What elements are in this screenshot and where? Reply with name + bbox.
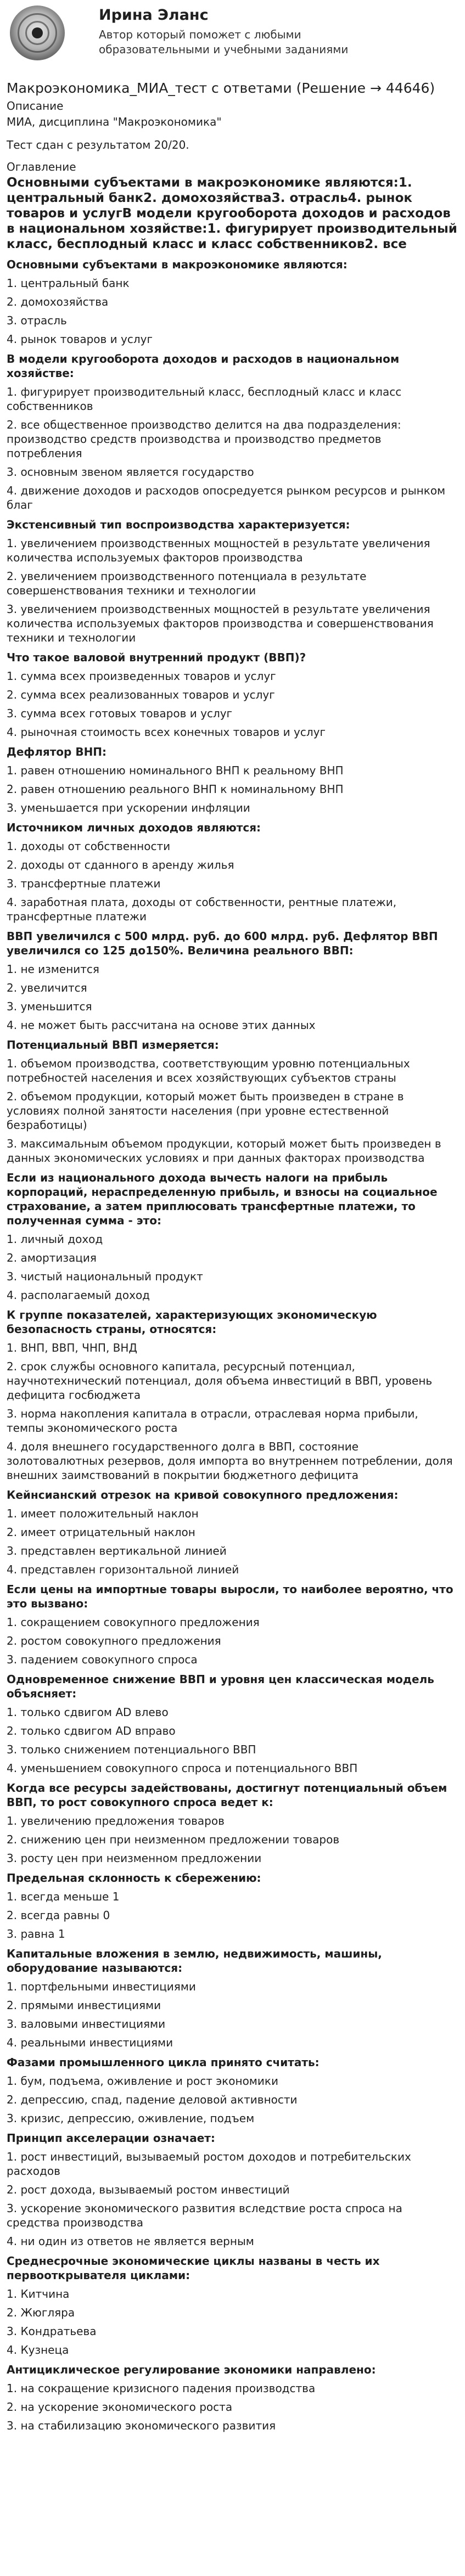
answer-option: 1. объемом производства, соответствующим уровню потенциальных потребностей населения и всех хозяйствующих субъектов страны — [7, 1057, 410, 1084]
answer-option: 1. ВНП, ВВП, ЧНП, ВНД — [7, 1341, 138, 1354]
answer-option: 3. равна 1 — [7, 1927, 65, 1941]
answer-option: 3. падением совокупного спроса — [7, 1653, 198, 1666]
answer-option: 1. портфельными инвестициями — [7, 1980, 196, 1993]
answer-option: 3. основным звеном является государство — [7, 465, 254, 479]
question-text: Если цены на импортные товары выросли, то наиболее вероятно, что это вызвано: — [7, 1583, 453, 1610]
question-text: Одновременное снижение ВВП и уровня цен классическая модель объясняет: — [7, 1673, 434, 1700]
answer-option: 2. ростом совокупного предложения — [7, 1634, 221, 1647]
question-text: Дефлятор ВНП: — [7, 745, 107, 758]
answer-option: 3. валовыми инвестициями — [7, 2017, 166, 2031]
answer-option: 2. прямыми инвестициями — [7, 1999, 161, 2012]
answer-option: 2. увеличится — [7, 981, 87, 994]
answer-option: 2. доходы от сданного в аренду жилья — [7, 858, 234, 871]
answer-option: 2. равен отношению реального ВНП к номинальному ВНП — [7, 783, 344, 796]
answer-option: 3. норма накопления капитала в отрасли, отраслевая норма прибыли, темпы экономического роста — [7, 1407, 418, 1435]
answer-option: 4. представлен горизонтальной линией — [7, 1563, 239, 1576]
answer-option: 1. не изменится — [7, 963, 99, 976]
question-text: Среднесрочные экономические циклы названы в честь их первооткрывателя циклами: — [7, 2254, 380, 2282]
author-info — [99, 3, 406, 57]
answer-option: 4. заработная плата, доходы от собственности, рентные платежи, трансфертные платежи — [7, 896, 397, 923]
answer-option: 2. Жюгляра — [7, 2306, 75, 2319]
answer-option: 4. уменьшением совокупного спроса и потенциального ВВП — [7, 1762, 358, 1775]
answer-option: 4. ни один из ответов не является верным — [7, 2235, 254, 2248]
answer-option: 1. доходы от собственности — [7, 840, 171, 853]
answer-option: 1. всегда меньше 1 — [7, 1890, 120, 1903]
author-description: Автор который поможет с любыми образовательными и учебными заданиями — [99, 28, 349, 56]
answer-option: 3. уменьшается при ускорении инфляции — [7, 801, 250, 814]
answer-option: 1. увеличению предложения товаров — [7, 1814, 225, 1827]
answer-option: 4. располагаемый доход — [7, 1289, 150, 1302]
answer-option: 3. только снижением потенциального ВВП — [7, 1743, 256, 1756]
description-text: МИА, дисциплина "Макроэкономика" — [7, 115, 222, 128]
question-text: Капитальные вложения в землю, недвижимость, машины, оборудование называются: — [7, 1947, 382, 1975]
avatar[interactable] — [10, 5, 65, 60]
question-text: Основными субъектами в макроэкономике являются: — [7, 258, 348, 271]
answer-option: 1. имеет положительный наклон — [7, 1507, 199, 1520]
answer-option: 3. сумма всех готовых товаров и услуг — [7, 707, 233, 720]
result-text: Тест сдан с результатом 20/20. — [7, 138, 189, 151]
answer-option: 3. трансфертные платежи — [7, 877, 161, 890]
answer-option: 3. на стабилизацию экономического развития — [7, 2419, 276, 2432]
answer-option: 2. депрессию, спад, падение деловой активности — [7, 2093, 298, 2106]
answer-option: 3. уменьшится — [7, 1000, 92, 1013]
answer-option: 4. рыночная стоимость всех конечных товаров и услуг — [7, 725, 326, 739]
answer-option: 3. росту цен при неизменном предложении — [7, 1852, 262, 1865]
answer-option: 1. рост инвестиций, вызываемый ростом доходов и потребительских расходов — [7, 2150, 411, 2178]
question-text: Предельная склонность к сбережению: — [7, 1871, 261, 1885]
page-title: Макроэкономика_МИА_тест с ответами (Решение → 44646) — [7, 80, 435, 96]
answer-option: 2. всегда равны 0 — [7, 1909, 110, 1922]
answer-option: 4. не может быть рассчитана на основе этих данных — [7, 1019, 316, 1032]
question-text: Экстенсивный тип воспроизводства характеризуется: — [7, 518, 350, 531]
answer-option: 3. отрасль — [7, 314, 67, 327]
answer-option: 2. амортизация — [7, 1251, 97, 1264]
answer-option: 2. только сдвигом AD вправо — [7, 1724, 176, 1737]
answer-option: 1. фигурирует производительный класс, бесплодный класс и класс собственников — [7, 385, 402, 413]
answer-option: 2. рост дохода, вызываемый ростом инвестиций — [7, 2183, 290, 2196]
answer-option: 1. Китчина — [7, 2287, 70, 2301]
question-text: Источником личных доходов являются: — [7, 821, 261, 834]
question-text: Антициклическое регулирование экономики направлено: — [7, 2363, 376, 2376]
answer-option: 1. равен отношению номинального ВНП к реальному ВНП — [7, 764, 344, 777]
answer-option: 1. личный доход — [7, 1233, 103, 1246]
answer-option: 4. Кузнеца — [7, 2343, 69, 2356]
answer-option: 1. бум, подъема, оживление и рост экономики — [7, 2074, 278, 2088]
question-text: К группе показателей, характеризующих экономическую безопасность страны, относятся: — [7, 1308, 377, 1336]
answer-option: 1. сокращением совокупного предложения — [7, 1616, 260, 1629]
answer-option: 4. доля внешнего государственного долга в ВВП, состояние золотовалютных резервов, доля импорта во внутреннем потреблении, доля внешних заимствований в покрытии бюджетного дефицита — [7, 1440, 453, 1482]
answer-option: 2. домохозяйства — [7, 295, 109, 308]
answer-option: 3. ускорение экономического развития вследствие роста спроса на средства производства — [7, 2202, 402, 2229]
answer-option: 3. представлен вертикальной линией — [7, 1544, 227, 1557]
answer-option: 2. на ускорение экономического роста — [7, 2400, 233, 2414]
answer-option: 1. только сдвигом AD влево — [7, 1706, 169, 1719]
answer-option: 3. Кондратьева — [7, 2325, 97, 2338]
author-name[interactable]: Ирина Эланс — [99, 7, 209, 24]
answer-option: 4. реальными инвестициями — [7, 2036, 173, 2049]
answer-option: 1. центральный банк — [7, 277, 130, 290]
toc-label: Оглавление — [7, 160, 76, 173]
answer-option: 3. максимальным объемом продукции, который может быть произведен в данных экономических условиях и при данных факторах производства — [7, 1137, 441, 1165]
question-text: Если из национального дохода вычесть налоги на прибыль корпораций, нераспределенную прибыль, и взносы на социальное страхование, а затем приплюсовать трансфертные платежи, то полученная сумма - это: — [7, 1171, 438, 1227]
question-text: Потенциальный ВВП измеряется: — [7, 1038, 219, 1051]
answer-option: 2. снижению цен при неизменном предложении товаров — [7, 1833, 340, 1846]
answer-option: 4. движение доходов и расходов опосредуется рынком ресурсов и рынком благ — [7, 484, 446, 511]
answer-option: 3. увеличением производственных мощностей в результате увеличения количества используемых факторов производства и совершенствования техники и технологии — [7, 603, 434, 644]
answer-option: 1. сумма всех произведенных товаров и услуг — [7, 670, 276, 683]
question-list — [7, 257, 458, 2433]
answer-option: 2. имеет отрицательный наклон — [7, 1526, 195, 1539]
answer-option: 2. сумма всех реализованных товаров и услуг — [7, 688, 275, 701]
question-text: Фазами промышленного цикла принято считать: — [7, 2056, 320, 2069]
author-card[interactable] — [7, 3, 458, 68]
question-text: Кейнсианский отрезок на кривой совокупного предложения: — [7, 1488, 399, 1501]
toc-text: Основными субъектами в макроэкономике являются:1. центральный банк2. домохозяйства3. отрасль4. рынок товаров и услугВ модели кругооборота доходов и расходов в национальном хозяйстве:1. фигурирует производительный класс, бесплодный класс и класс собственников2. все — [7, 176, 457, 251]
answer-option: 2. увеличением производственного потенциала в результате совершенствования техники и технологии — [7, 570, 367, 597]
question-text: Принцип акселерации означает: — [7, 2131, 215, 2145]
answer-option: 4. рынок товаров и услуг — [7, 333, 153, 346]
description-label: Описание — [7, 99, 64, 113]
answer-option: 2. объемом продукции, который может быть произведен в стране в условиях полной занятости населения (при уровне естественной безработицы) — [7, 1090, 404, 1132]
answer-option: 1. на сокращение кризисного падения производства — [7, 2382, 316, 2395]
answer-option: 3. чистый национальный продукт — [7, 1270, 203, 1283]
question-text: ВВП увеличился с 500 млрд. руб. до 600 млрд. руб. Дефлятор ВВП увеличился со 125 до150%. Величина реального ВВП: — [7, 930, 438, 957]
answer-option: 2. все общественное производство делится на два подразделения: производство средств производства и производство предметов потребления — [7, 418, 401, 460]
answer-option: 3. кризис, депрессию, оживление, подъем — [7, 2112, 255, 2125]
question-text: Что такое валовой внутренний продукт (ВВП)? — [7, 651, 306, 664]
answer-option: 1. увеличением производственных мощностей в результате увеличения количества используемых факторов производства — [7, 537, 430, 564]
question-text: Когда все ресурсы задействованы, достигнут потенциальный объем ВВП, то рост совокупного спроса ведет к: — [7, 1781, 447, 1809]
question-text: В модели кругооборота доходов и расходов в национальном хозяйстве: — [7, 352, 400, 380]
answer-option: 2. срок службы основного капитала, ресурсный потенциал, научнотехнический потенциал, доля объема инвестиций в ВВП, уровень дефицита госбюджета — [7, 1360, 433, 1402]
